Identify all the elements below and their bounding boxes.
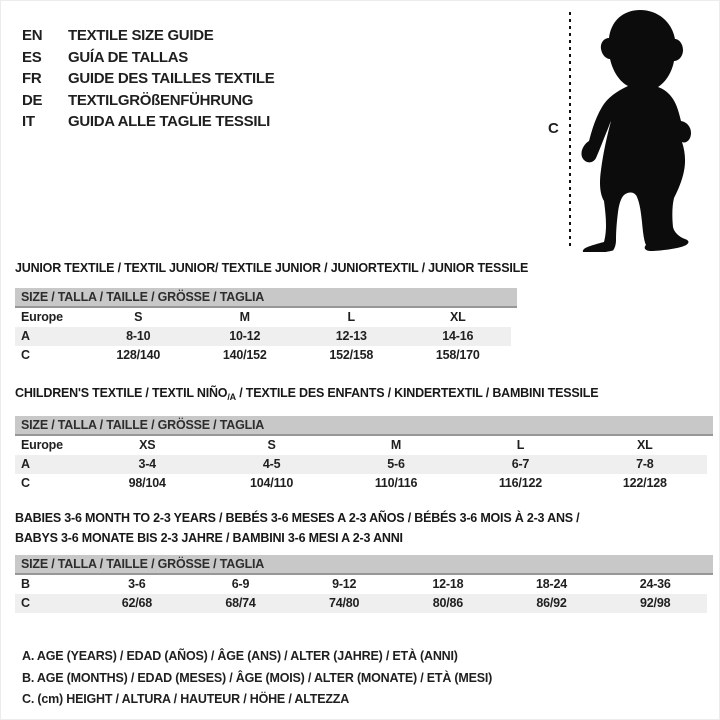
lang-title: GUÍA DE TALLAS xyxy=(68,48,188,66)
lang-title: GUIDE DES TAILLES TEXTILE xyxy=(68,70,275,88)
title-subscript: /A xyxy=(227,392,236,402)
footnote-a: A. AGE (YEARS) / EDAD (AÑOS) / ÂGE (ANS) / ALTER (JAHRE) / ETÀ (ANNI) xyxy=(22,649,458,663)
height-cell: 86/92 xyxy=(536,596,567,610)
junior-table-title: JUNIOR TEXTILE / TEXTIL JUNIOR/ TEXTILE JUNIOR / JUNIORTEXTIL / JUNIOR TESSILE xyxy=(15,261,529,275)
table-row-height xyxy=(15,346,511,365)
lang-row-it xyxy=(22,111,274,133)
title-text: CHILDREN'S TEXTILE / TEXTIL NIÑO xyxy=(15,386,228,400)
row-label: A xyxy=(21,329,30,343)
lang-title: TEXTILE SIZE GUIDE xyxy=(68,27,214,44)
size-header-label: SIZE / TALLA / TAILLE / GRÖSSE / TAGLIA xyxy=(21,557,265,571)
size-header-label: SIZE / TALLA / TAILLE / GRÖSSE / TAGLIA xyxy=(21,290,265,304)
size-cell: L xyxy=(516,438,525,452)
row-label: Europe xyxy=(21,310,63,324)
table-row-age xyxy=(15,327,511,346)
height-cell: 122/128 xyxy=(622,476,667,490)
toddler-silhouette-image xyxy=(577,8,705,252)
table-row-height xyxy=(15,474,707,493)
footnote-c: C. (cm) HEIGHT / ALTURA / HAUTEUR / HÖHE / ALTEZZA xyxy=(22,692,350,706)
legend-footnotes xyxy=(22,646,492,711)
lang-code: FR xyxy=(22,70,42,88)
footnote-b: B. AGE (MONTHS) / EDAD (MESES) / ÂGE (MOIS) / ALTER (MONATE) / ETÀ (MESI) xyxy=(22,670,493,685)
childrens-table-rows xyxy=(15,436,707,493)
childrens-table-title xyxy=(15,386,713,401)
age-cell: 3-6 xyxy=(128,577,146,591)
height-cell: 104/110 xyxy=(250,476,294,490)
age-cell: 10-12 xyxy=(229,329,261,343)
age-cell: 12-18 xyxy=(432,577,464,591)
age-cell: 18-24 xyxy=(536,577,568,591)
row-label: C xyxy=(21,348,30,362)
height-cell: 140/152 xyxy=(222,348,267,362)
size-cell: M xyxy=(239,310,250,324)
size-cell: XL xyxy=(637,438,653,452)
height-cell: 62/68 xyxy=(121,596,152,610)
row-label: C xyxy=(21,596,30,610)
size-cell: L xyxy=(347,310,355,324)
table-row-age-months xyxy=(15,575,707,594)
size-cell: M xyxy=(390,438,402,452)
height-cell: 92/98 xyxy=(640,596,671,610)
babies-table-rows xyxy=(15,575,707,613)
lang-row-fr xyxy=(22,68,274,90)
size-header-bar xyxy=(15,416,713,436)
row-label: B xyxy=(21,577,30,591)
age-cell: 24-36 xyxy=(639,577,671,591)
size-cell: S xyxy=(267,438,276,452)
title-text: / TEXTILE DES ENFANTS / KINDERTEXTIL / BAMBINI TESSILE xyxy=(235,386,599,400)
size-header-bar xyxy=(15,555,713,575)
table-row-europe xyxy=(15,436,707,455)
size-header-label: SIZE / TALLA / TAILLE / GRÖSSE / TAGLIA xyxy=(21,418,265,432)
table-row-europe xyxy=(15,308,511,327)
size-header-bar xyxy=(15,288,517,308)
lang-row-en xyxy=(22,25,274,47)
size-cell: XS xyxy=(139,438,156,452)
height-cell: 128/140 xyxy=(116,348,161,362)
age-cell: 6-9 xyxy=(231,577,250,591)
height-cell: 80/86 xyxy=(432,596,463,610)
lang-row-es xyxy=(22,47,274,69)
age-cell: 6-7 xyxy=(511,457,530,471)
babies-table-title-line2: BABYS 3-6 MONATE BIS 2-3 JAHRE / BAMBINI 3-6 MESI A 2-3 ANNI xyxy=(15,531,403,545)
height-cell: 116/122 xyxy=(498,476,542,490)
table-row-height xyxy=(15,594,707,613)
table-row-age xyxy=(15,455,707,474)
babies-table-title-line1: BABIES 3-6 MONTH TO 2-3 YEARS / BEBÉS 3-6 MESES A 2-3 AÑOS / BÉBÉS 3-6 MOIS À 2-3 ANS / xyxy=(15,511,580,525)
age-cell: 12-13 xyxy=(335,329,367,343)
age-cell: 4-5 xyxy=(262,457,281,471)
lang-code: DE xyxy=(22,91,43,109)
childrens-textile-section xyxy=(15,386,713,493)
height-cell: 68/74 xyxy=(225,596,256,610)
height-cell: 158/170 xyxy=(435,348,480,362)
height-cell: 98/104 xyxy=(128,476,166,490)
lang-code: IT xyxy=(22,113,35,131)
size-cell: S xyxy=(134,310,143,324)
size-cell: XL xyxy=(449,310,466,324)
height-dimension-label: C xyxy=(548,120,559,137)
age-cell: 7-8 xyxy=(636,457,654,471)
age-cell: 14-16 xyxy=(442,329,474,343)
age-cell: 9-12 xyxy=(332,577,357,591)
row-label: A xyxy=(21,457,30,471)
lang-row-de xyxy=(22,90,274,112)
language-title-list xyxy=(22,25,274,133)
lang-code: EN xyxy=(22,27,43,44)
lang-code: ES xyxy=(22,48,42,66)
height-cell: 74/80 xyxy=(329,596,360,610)
babies-textile-section xyxy=(15,508,713,613)
height-cell: 152/158 xyxy=(329,348,374,362)
lang-title: TEXTILGRÖßENFÜHRUNG xyxy=(68,91,254,109)
height-dimension-line xyxy=(569,12,571,250)
age-cell: 3-4 xyxy=(138,457,156,471)
age-cell: 8-10 xyxy=(126,329,151,343)
junior-table-rows xyxy=(15,308,511,365)
junior-textile-section xyxy=(15,261,528,365)
row-label: Europe xyxy=(21,438,63,452)
height-cell: 110/116 xyxy=(374,476,418,490)
row-label: C xyxy=(21,476,30,490)
age-cell: 5-6 xyxy=(387,457,405,471)
lang-title: GUIDA ALLE TAGLIE TESSILI xyxy=(68,113,270,131)
